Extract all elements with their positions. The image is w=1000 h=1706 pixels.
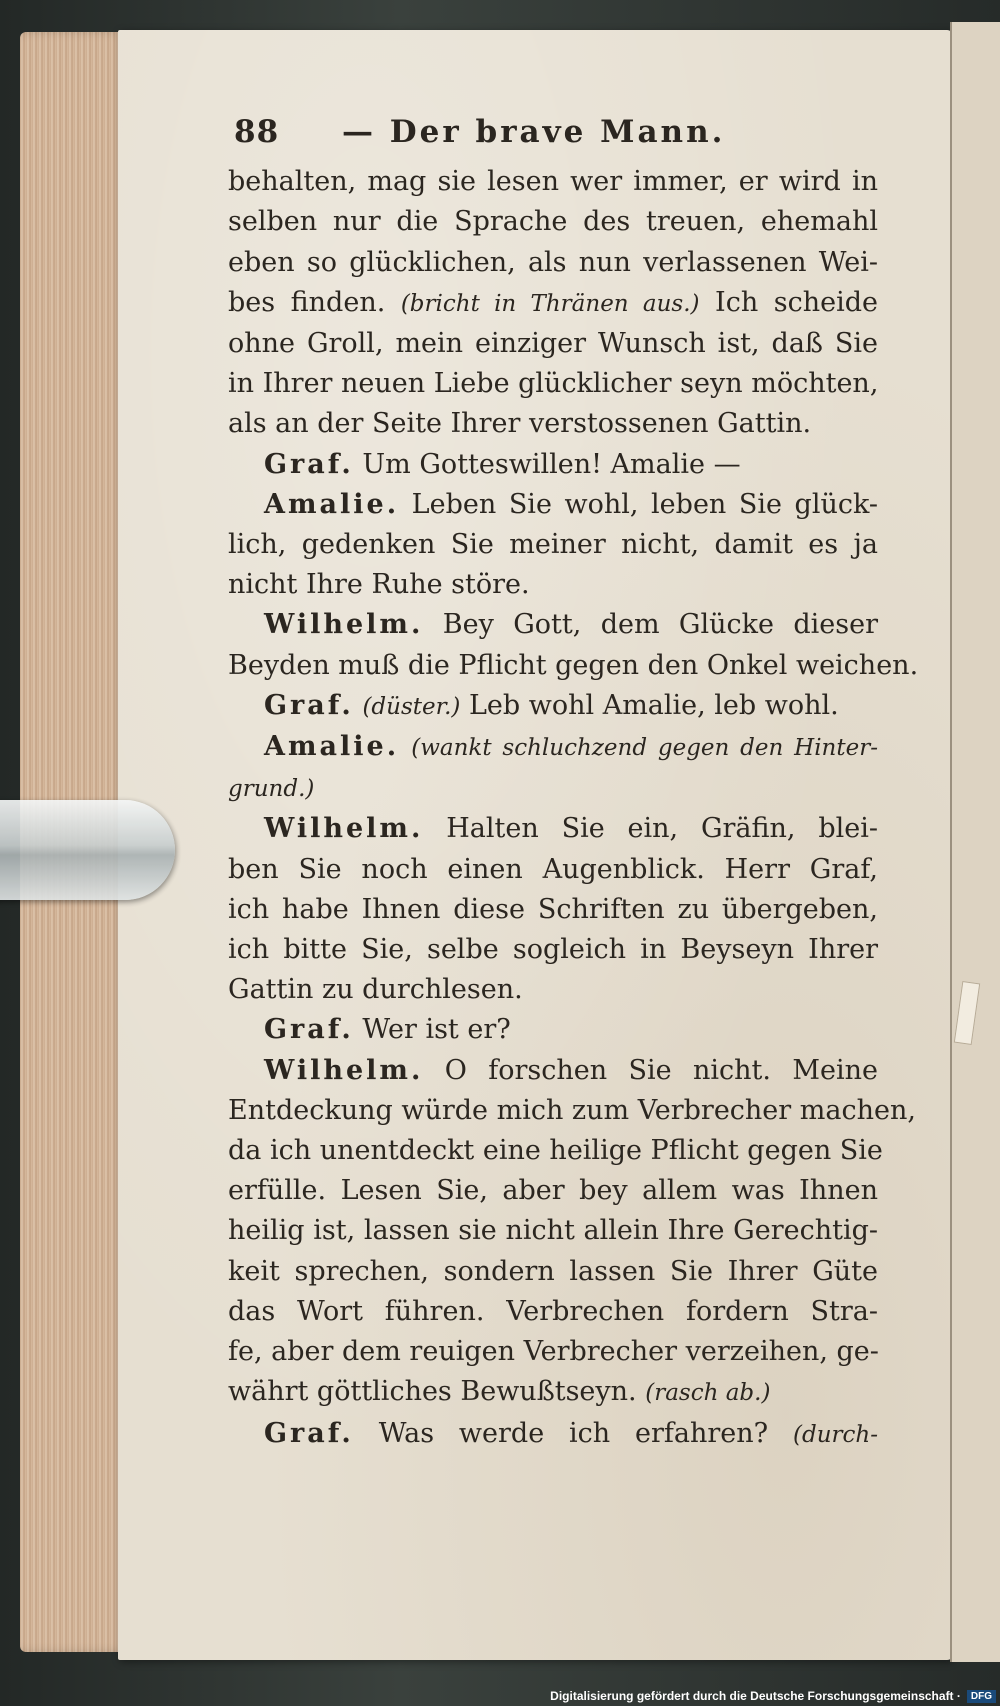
line-text: lich, gedenken Sie meiner nicht, damit es ja — [228, 529, 878, 561]
text-line — [228, 1292, 878, 1332]
page-content — [228, 112, 919, 1455]
text-line — [228, 1332, 878, 1372]
adjacent-page — [950, 22, 1000, 1662]
speaker-name: Graf. — [264, 1417, 354, 1449]
text-line — [228, 565, 878, 605]
text-line — [228, 605, 878, 645]
speaker-name: Graf. — [264, 1014, 354, 1046]
text-line — [228, 243, 878, 283]
footer-credit: Digitalisierung gefördert durch die Deutsche Forschungsgemeinschaft · — [550, 1689, 961, 1703]
text-line — [228, 1252, 878, 1292]
dfg-logo: DFG — [967, 1690, 996, 1703]
line-text: ohne Groll, mein einziger Wunsch ist, daß Sie — [228, 328, 878, 360]
text-line — [228, 324, 878, 364]
stage-direction: (wankt schluchzend gegen den Hinter- — [411, 735, 878, 762]
speaker-name: Amalie. — [264, 488, 400, 520]
line-text: ben Sie noch einen Augenblick. Herr Graf, — [228, 853, 878, 885]
text-line — [228, 646, 919, 686]
line-text: in Ihrer neuen Liebe glücklicher seyn möchten, — [228, 368, 879, 400]
stage-direction: (bricht in Thränen aus.) — [400, 290, 700, 317]
line-text: Gattin zu durchlesen. — [228, 974, 523, 1006]
text-line — [228, 1211, 878, 1251]
line-text: ich habe Ihnen diese Schriften zu übergeben, — [228, 893, 878, 925]
text-line — [228, 404, 878, 444]
line-text: eben so glücklichen, als nun verlassenen Wei- — [228, 246, 878, 278]
text-body — [228, 162, 919, 1455]
text-line — [228, 1010, 878, 1050]
text-line — [228, 445, 878, 485]
paper-tab — [954, 981, 980, 1045]
text-line — [228, 768, 878, 809]
text-line — [228, 930, 878, 970]
line-text: Wer ist er? — [353, 1014, 511, 1046]
speaker-name: Wilhelm. — [264, 609, 424, 641]
line-text: erfülle. Lesen Sie, aber bey allem was Ihnen — [228, 1175, 878, 1207]
page-header — [234, 112, 878, 152]
running-head: — Der brave Mann. — [342, 114, 726, 150]
page-holder-clip — [0, 800, 175, 900]
speaker-name: Graf. — [264, 448, 354, 480]
footer — [0, 1686, 1000, 1706]
text-line — [228, 364, 878, 404]
stage-direction: (düster.) — [362, 693, 461, 720]
line-text: Um Gotteswillen! Amalie — — [353, 448, 741, 480]
line-text: da ich unentdeckt eine heilige Pflicht gegen Sie — [228, 1135, 883, 1167]
line-text: Entdeckung würde mich zum Verbrecher machen, — [228, 1094, 916, 1126]
text-line — [228, 1372, 878, 1413]
line-text: keit sprechen, sondern lassen Sie Ihrer Güte — [228, 1255, 878, 1287]
line-text: bes finden. — [228, 286, 401, 318]
text-line — [228, 283, 878, 324]
speaker-name: Graf. — [264, 689, 354, 721]
line-text: Leb wohl Amalie, leb wohl. — [460, 689, 839, 721]
text-line — [228, 1131, 883, 1171]
stage-direction: (durch- — [793, 1421, 878, 1448]
line-text: währt göttliches Bewußtseyn. — [228, 1376, 646, 1408]
text-line — [228, 1414, 878, 1455]
line-text: Bey Gott, dem Glücke dieser — [423, 609, 878, 641]
text-line — [228, 525, 878, 565]
text-line — [228, 202, 878, 242]
line-text: heilig ist, lassen sie nicht allein Ihre Gerechtig- — [228, 1215, 878, 1247]
text-line — [228, 809, 878, 849]
line-text: O forschen Sie nicht. Meine — [423, 1054, 878, 1086]
text-line — [228, 1051, 878, 1091]
line-text: ich bitte Sie, selbe sogleich in Beyseyn Ihrer — [228, 934, 878, 966]
text-line — [228, 727, 878, 768]
line-text: fe, aber dem reuigen Verbrecher verzeihen, ge- — [228, 1336, 879, 1368]
stage-direction: (rasch ab.) — [645, 1380, 771, 1407]
line-text: Was werde ich erfahren? — [353, 1417, 794, 1449]
line-text: als an der Seite Ihrer verstossenen Gattin. — [228, 408, 812, 440]
line-text: Ich scheide — [699, 286, 878, 318]
line-text: Leben Sie wohl, leben Sie glück- — [399, 488, 878, 520]
page-number: 88 — [234, 114, 280, 150]
line-text: behalten, mag sie lesen wer immer, er wird in — [228, 166, 878, 198]
line-text: das Wort führen. Verbrechen fordern Stra- — [228, 1295, 878, 1327]
text-line — [228, 1091, 916, 1131]
line-text: Beyden muß die Pflicht gegen den Onkel weichen. — [228, 649, 919, 681]
line-text: Halten Sie ein, Gräfin, blei- — [423, 813, 878, 845]
text-line — [228, 162, 878, 202]
stage-direction: grund.) — [228, 776, 315, 803]
text-line — [228, 850, 878, 890]
text-line — [228, 890, 878, 930]
speaker-name: Amalie. — [264, 731, 400, 763]
line-text: selben nur die Sprache des treuen, ehemahl — [228, 206, 878, 238]
speaker-name: Wilhelm. — [264, 1054, 424, 1086]
speaker-name: Wilhelm. — [264, 813, 424, 845]
text-line — [228, 485, 878, 525]
line-text — [399, 731, 411, 762]
text-line — [228, 686, 878, 727]
text-line — [228, 970, 878, 1010]
text-line — [228, 1171, 878, 1211]
line-text: nicht Ihre Ruhe störe. — [228, 569, 530, 601]
